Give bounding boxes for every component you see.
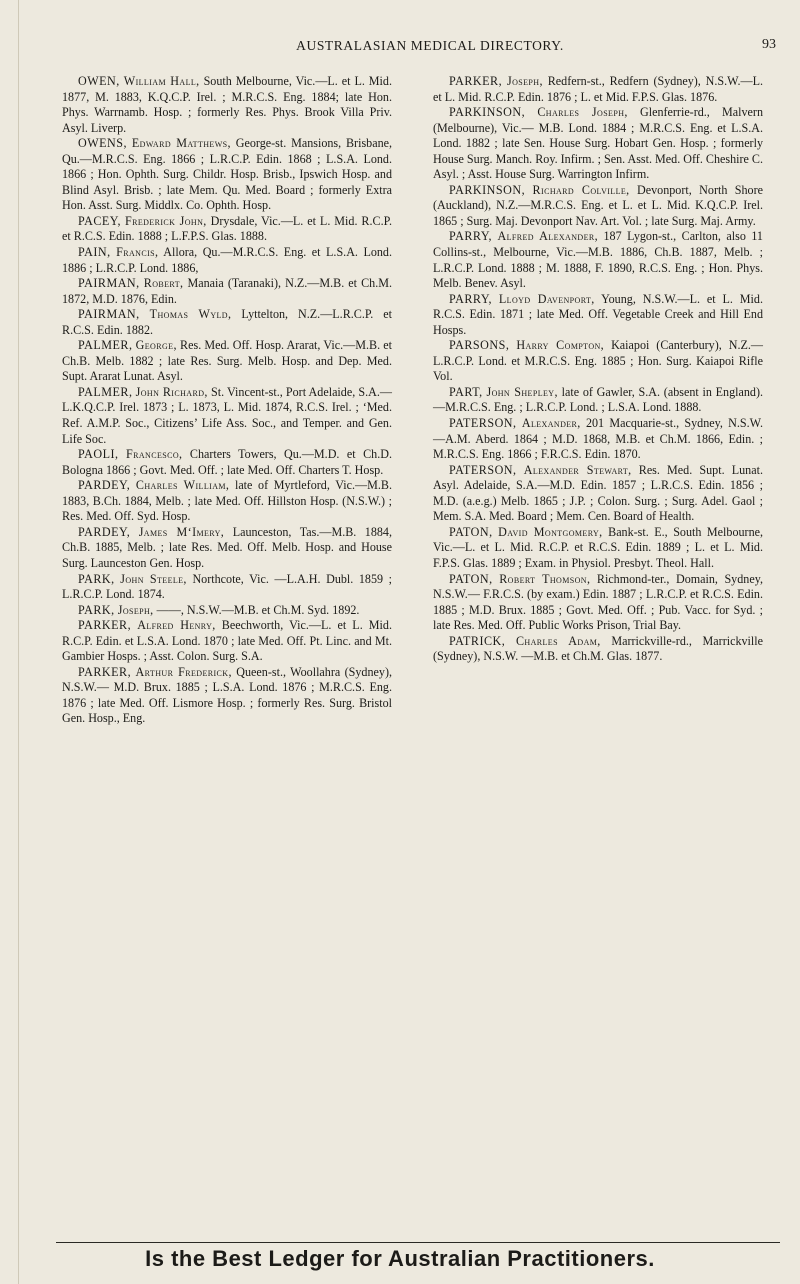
footer-rule — [56, 1242, 780, 1243]
entry-details: Manaia (Taranaki), N.Z.—M.B. et Ch.M. 1872, M.D. 1876, Edin. — [62, 276, 392, 306]
entry-surname: PARDEY, — [78, 524, 131, 539]
right-column — [433, 74, 763, 665]
entry-surname: PARKER, — [78, 664, 132, 679]
entry-given-names: Edward Matthews, — [131, 136, 231, 151]
entry-given-names: John Shepley, — [486, 384, 558, 399]
entry-surname: PATRICK, — [449, 633, 506, 648]
directory-entry — [62, 136, 392, 214]
entry-surname: PATON, — [449, 524, 493, 539]
entry-details: Drysdale, Vic.—L. et L. Mid. R.C.P. et R.C.S. Edin. 1888 ; L.F.P.S. Glas. 1888. — [62, 213, 392, 244]
entry-details: Devonport, North Shore (Auckland), N.Z.—M.R.C.S. Eng. et L. et L. Mid. K.Q.C.P. Irel. 1865 ; Surg. Maj. Devonport Nav. Art. Vol. ; late Surg. Maj. Army. — [433, 182, 763, 228]
entry-surname: OWEN, — [78, 74, 120, 88]
directory-entry — [433, 183, 763, 230]
entry-given-names: John Richard, — [135, 384, 208, 399]
entry-details: ——, N.S.W.—M.B. et Ch.M. Syd. 1892. — [156, 602, 360, 617]
directory-entry — [62, 618, 392, 665]
entry-details: Launceston, Tas.—M.B. 1884, Ch.B. 1885, Melb. ; late Res. Med. Off. Melb. Hosp. and House Surg. Launceston Gen. Hosp. — [62, 524, 392, 570]
entry-given-names: Francesco, — [126, 447, 183, 462]
entry-surname: PATERSON, — [449, 416, 517, 431]
entry-given-names: Harry Compton, — [516, 338, 605, 353]
entry-given-names: Robert Thomson, — [499, 571, 591, 586]
entry-given-names: David Montgomery, — [498, 524, 603, 539]
directory-entry — [433, 338, 763, 385]
directory-entry — [62, 338, 392, 385]
directory-entry — [433, 634, 763, 665]
entry-given-names: George, — [135, 338, 177, 353]
footer-advert: Is the Best Ledger for Australian Practitioners. — [145, 1246, 655, 1271]
entry-given-names: Joseph, — [117, 602, 154, 617]
entry-surname: PAIRMAN, — [78, 276, 140, 291]
entry-details: Res. Med. Off. Hosp. Ararat, Vic.—M.B. et Ch.B. Melb. 1882 ; late Res. Surg. Melb. Hosp. and Dep. Med. Supt. Ararat Lunat. Asyl. — [62, 338, 392, 384]
directory-entry — [62, 478, 392, 525]
entry-details: St. Vincent-st., Port Adelaide, S.A.—L.K.Q.C.P. Irel. 1873 ; L. 1873, L. Mid. 1874, R.C.S. Irel. ; ‘Med. Ref. A.M.P. Soc., Citizens’ Life Ass. Soc., and Temper. and Gen. Life Soc. — [62, 384, 392, 446]
entry-surname: PARRY, — [449, 291, 493, 306]
entry-details: 201 Macquarie-st., Sydney, N.S.W.—A.M. Aberd. 1864 ; M.D. 1868, M.B. et Ch.M. 1866, Edin. ; M.R.C.S. Eng. 1866 ; F.R.C.S. Edin. 1870. — [433, 416, 764, 462]
entry-given-names: Thomas Wyld, — [149, 307, 232, 322]
left-column — [62, 74, 392, 727]
entry-surname: PAOLI, — [78, 447, 119, 462]
entry-given-names: Frederick John, — [124, 213, 207, 228]
entry-surname: PACEY, — [78, 213, 122, 228]
entry-given-names: Charles William, — [135, 478, 230, 493]
directory-entry — [62, 74, 392, 136]
directory-entry — [433, 105, 763, 183]
directory-entry — [62, 665, 392, 727]
entry-surname: PALMER, — [78, 338, 133, 353]
entry-surname: PALMER, — [78, 384, 133, 399]
entry-given-names: Alexander, — [521, 416, 581, 431]
entry-details: 187 Lygon-st., Carlton, also 11 Collins-st., Melbourne, Vic.—M.B. 1886, Ch.B. 1887, Melb. ; L.R.C.P. Lond. 1888 ; M. 1888, F. 1890, R.C.S. Eng. ; Hon. Phys. Melb. Benev. Asyl. — [433, 229, 763, 291]
entry-surname: PARKINSON, — [449, 105, 526, 120]
directory-entry — [62, 276, 392, 307]
entry-surname: OWENS, — [78, 136, 128, 151]
entry-details: Richmond-ter., Domain, Sydney, N.S.W.— F.R.C.S. (by exam.) Edin. 1887 ; L.R.C.P. et R.C.S. Edin. 1885 ; M.D. Brux. 1885 ; Govt. Med. Off. ; Pub. Vacc. for Syd. ; late Res. Med. Off. Public Works Prison, Trial Bay. — [433, 571, 763, 633]
entry-surname: PARKER, — [449, 74, 503, 88]
entry-details: George-st. Mansions, Brisbane, Qu.—M.R.C.S. Eng. 1866 ; L.R.C.P. Edin. 1868 ; L.S.A. Lond. 1866 ; Hon. Ophth. Surg. Childr. Hosp. Brisb., Ipswich Hosp. and Blind Asyl. Brisb. ; late Mem. Qu. Med. Board ; formerly Extra Hon. Asst. Surg. Middlx. Co. Ophth. Hosp. — [62, 136, 393, 213]
entry-given-names: Alfred Henry, — [137, 618, 216, 633]
entry-surname: PARSONS, — [449, 338, 510, 353]
entry-surname: PAIRMAN, — [78, 307, 140, 322]
entry-details: late of Myrtleford, Vic.—M.B. 1883, B.Ch. 1884, Melb. ; late Med. Off. Hillston Hosp. (N.S.W.) ; Res. Med. Off. Syd. Hosp. — [62, 478, 392, 524]
entry-details: late of Gawler, S.A. (absent in England).—M.R.C.S. Eng. ; L.R.C.P. Lond. ; L.S.A. Lond. 1888. — [433, 384, 763, 415]
entry-details: Redfern-st., Redfern (Sydney), N.S.W.—L. et L. Mid. R.C.P. Edin. 1876 ; L. et Mid. F.P.S. Glas. 1876. — [433, 74, 764, 104]
directory-entry — [62, 307, 392, 338]
directory-entry — [433, 525, 763, 572]
entry-given-names: Charles Joseph, — [537, 105, 628, 120]
entry-given-names: William Hall, — [123, 74, 200, 88]
entry-details: Res. Med. Supt. Lunat. Asyl. Adelaide, S.A.—M.D. Edin. 1857 ; L.R.C.S. Edin. 1856 ; M.D. (a.e.g.) Melb. 1865 ; J.P. ; Colon. Surg. ; Surg. Adel. Gaol ; Mem. S.A. Med. Board ; Mem. Cen. Board of Health. — [433, 462, 763, 524]
directory-entry — [62, 245, 392, 276]
entry-given-names: Robert, — [143, 276, 184, 291]
entry-details: Allora, Qu.—M.R.C.S. Eng. et L.S.A. Lond. 1886 ; L.R.C.P. Lond. 1886, — [62, 245, 392, 275]
directory-entry — [433, 385, 763, 416]
entry-given-names: Joseph, — [507, 74, 543, 88]
directory-entry — [62, 525, 392, 572]
entry-details: Beechworth, Vic.—L. et L. Mid. R.C.P. Edin. et L.S.A. Lond. 1870 ; late Med. Off. Pt. Linc. and Mt. Gambier Hosps. ; Asst. Colon. Surg. S.A. — [62, 618, 392, 664]
directory-entry — [62, 385, 392, 447]
header-title: AUSTRALASIAN MEDICAL DIRECTORY. — [296, 38, 564, 53]
directory-entry — [433, 229, 763, 291]
directory-entry — [433, 463, 763, 525]
entry-surname: PARRY, — [449, 229, 493, 244]
entry-details: Young, N.S.W.—L. et L. Mid. R.C.S. Edin. 1871 ; late Med. Off. Vegetable Creek and Hill End Hosps. — [433, 291, 763, 337]
page-binding-edge — [18, 0, 19, 1284]
directory-entry — [62, 572, 392, 603]
entry-given-names: Richard Colville, — [532, 182, 630, 197]
entry-surname: PATON, — [449, 571, 493, 586]
directory-entry — [433, 572, 763, 634]
entry-given-names: James M‘Imery, — [138, 524, 225, 539]
entry-details: Kaiapoi (Canterbury), N.Z.—L.R.C.P. Lond. et M.R.C.S. Eng. 1885 ; Hon. Surg. Kaiapoi Rifle Vol. — [433, 338, 763, 384]
entry-surname: PARDEY, — [78, 478, 131, 493]
directory-entry — [62, 603, 392, 619]
entry-details: Northcote, Vic. —L.A.H. Dubl. 1859 ; L.R.C.P. Lond. 1874. — [62, 571, 392, 602]
running-header — [70, 36, 790, 60]
entry-surname: PART, — [449, 384, 483, 399]
directory-entry — [62, 447, 392, 478]
directory-entry — [62, 214, 392, 245]
entry-surname: PARKER, — [78, 618, 132, 633]
page-number: 93 — [762, 37, 776, 52]
entry-given-names: Francis, — [116, 245, 159, 260]
entry-given-names: Charles Adam, — [515, 633, 601, 648]
entry-details: Bank-st. E., South Melbourne, Vic.—L. et L. Mid. R.C.P. et R.C.S. Edin. 1889 ; L. et L. Mid. F.P.S. Glas. 1889 ; Exam. in Physiol. Presbyt. Theol. Hall. — [433, 524, 764, 570]
entry-given-names: Lloyd Davenport, — [498, 291, 595, 306]
entry-details: Queen-st., Woollahra (Sydney), N.S.W.— M.D. Brux. 1885 ; L.S.A. Lond. 1876 ; M.R.C.S. Eng. 1876 ; late Med. Off. Lismore Hosp. ; formerly Res. Surg. Bristol Gen. Hosp., Eng. — [62, 664, 392, 726]
directory-entry — [433, 74, 763, 105]
entry-given-names: Alfred Alexander, — [497, 229, 599, 244]
entry-given-names: Arthur Frederick, — [135, 664, 232, 679]
directory-entry — [433, 292, 763, 339]
entry-details: Charters Towers, Qu.—M.D. et Ch.D. Bologna 1866 ; Govt. Med. Off. ; late Med. Off. Charters T. Hosp. — [62, 447, 392, 477]
entry-details: Glenferrie-rd., Malvern (Melbourne), Vic.— M.B. Lond. 1884 ; M.R.C.S. Eng. et L.S.A. Lond. 1882 ; late Sen. House Surg. Hobart Gen. Hosp. ; formerly House Surg. Manch. Roy. Infirm. ; Sen. Asst. Med. Off. Cheshire C. Asyl. ; Asst. House Surg. Warrington Infirm. — [433, 105, 763, 182]
entry-details: Marrickville-rd., Marrickville (Sydney), N.S.W. —M.B. et Ch.M. Glas. 1877. — [433, 633, 763, 664]
entry-surname: PARK, — [78, 602, 115, 617]
entry-surname: PAIN, — [78, 245, 111, 260]
entry-details: South Melbourne, Vic.—L. et L. Mid. 1877, M. 1883, K.Q.C.P. Irel. ; M.R.C.S. Eng. 1884; late Hon. Phys. Warrnamb. Hosp. ; formerly Res. Phys. Brook Villa Priv. Asyl. Liverp. — [62, 74, 392, 135]
entry-given-names: John Steele, — [120, 571, 187, 586]
entry-details: Lyttelton, N.Z.—L.R.C.P. et R.C.S. Edin. 1882. — [62, 307, 392, 337]
entry-surname: PARKINSON, — [449, 182, 526, 197]
entry-given-names: Alexander Stewart, — [523, 462, 632, 477]
directory-entry — [433, 416, 763, 463]
entry-surname: PATERSON, — [449, 462, 517, 477]
entry-surname: PARK, — [78, 571, 115, 586]
